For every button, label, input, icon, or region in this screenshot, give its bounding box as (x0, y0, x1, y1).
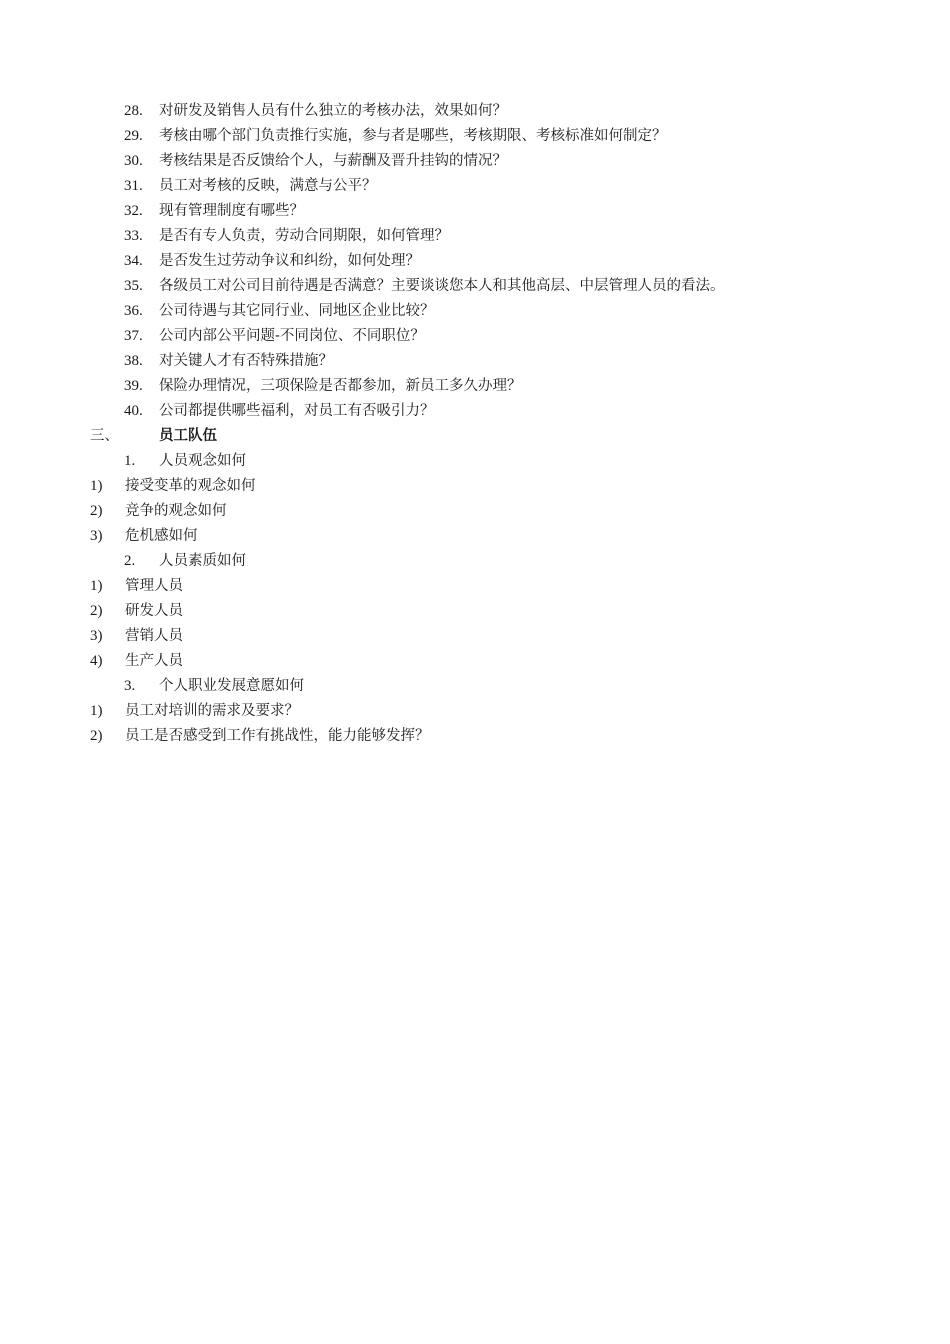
list-item-text: 员工对培训的需求及要求？ (125, 703, 299, 719)
question-number: 30. (124, 153, 143, 169)
question-text: 公司待遇与其它同行业、同地区企业比较？ (159, 303, 435, 319)
question-text: 对关键人才有否特殊措施？ (159, 353, 333, 369)
question-number: 34. (124, 253, 143, 269)
list-item-number: 1) (90, 703, 103, 719)
question-number: 28. (124, 103, 143, 119)
question-text: 各级员工对公司目前待遇是否满意？主要谈谈您本人和其他高层、中层管理人员的看法。 (159, 278, 725, 294)
list-item-text: 接受变革的观念如何 (125, 478, 256, 494)
subheading-number: 3. (124, 678, 136, 694)
list-item-number: 2) (90, 728, 103, 744)
list-item-text: 员工是否感受到工作有挑战性，能力能够发挥？ (125, 728, 430, 744)
list-item-number: 1) (90, 478, 103, 494)
list-item-number: 3) (90, 528, 103, 544)
question-text: 保险办理情况，三项保险是否都参加，新员工多久办理？ (159, 378, 522, 394)
question-text: 是否发生过劳动争议和纠纷，如何处理？ (159, 253, 420, 269)
question-text: 是否有专人负责，劳动合同期限，如何管理？ (159, 228, 449, 244)
subheading-title: 个人职业发展意愿如何 (159, 678, 304, 694)
list-item-number: 2) (90, 603, 103, 619)
section-title: 员工队伍 (159, 427, 217, 444)
question-number: 37. (124, 328, 143, 344)
list-item-text: 营销人员 (125, 628, 183, 644)
list-item-number: 4) (90, 653, 103, 669)
question-number: 39. (124, 378, 143, 394)
list-item-number: 1) (90, 578, 103, 594)
list-item-text: 危机感如何 (125, 528, 198, 544)
subheading-number: 2. (124, 553, 136, 569)
question-number: 38. (124, 353, 143, 369)
list-item-number: 3) (90, 628, 103, 644)
question-number: 33. (124, 228, 143, 244)
subheading-title: 人员素质如何 (159, 553, 246, 569)
list-item-text: 生产人员 (125, 653, 183, 669)
section-number: 三、 (90, 428, 119, 444)
question-text: 公司内部公平问题-不同岗位、不同职位？ (159, 328, 425, 344)
list-item-text: 管理人员 (125, 578, 183, 594)
list-item-number: 2) (90, 503, 103, 519)
question-number: 40. (124, 403, 143, 419)
question-text: 对研发及销售人员有什么独立的考核办法，效果如何？ (159, 103, 507, 119)
question-number: 32. (124, 203, 143, 219)
subheading-number: 1. (124, 453, 136, 469)
question-number: 36. (124, 303, 143, 319)
question-text: 考核结果是否反馈给个人，与薪酬及晋升挂钩的情况？ (159, 153, 507, 169)
question-number: 35. (124, 278, 143, 294)
question-number: 31. (124, 178, 143, 194)
question-text: 公司都提供哪些福利，对员工有否吸引力？ (159, 403, 435, 419)
subheading-title: 人员观念如何 (159, 453, 246, 469)
list-item-text: 竞争的观念如何 (125, 503, 227, 519)
question-text: 员工对考核的反映，满意与公平？ (159, 178, 377, 194)
question-number: 29. (124, 128, 143, 144)
question-text: 现有管理制度有哪些？ (159, 203, 304, 219)
list-item-text: 研发人员 (125, 603, 183, 619)
question-text: 考核由哪个部门负责推行实施，参与者是哪些，考核期限、考核标准如何制定？ (159, 128, 667, 144)
